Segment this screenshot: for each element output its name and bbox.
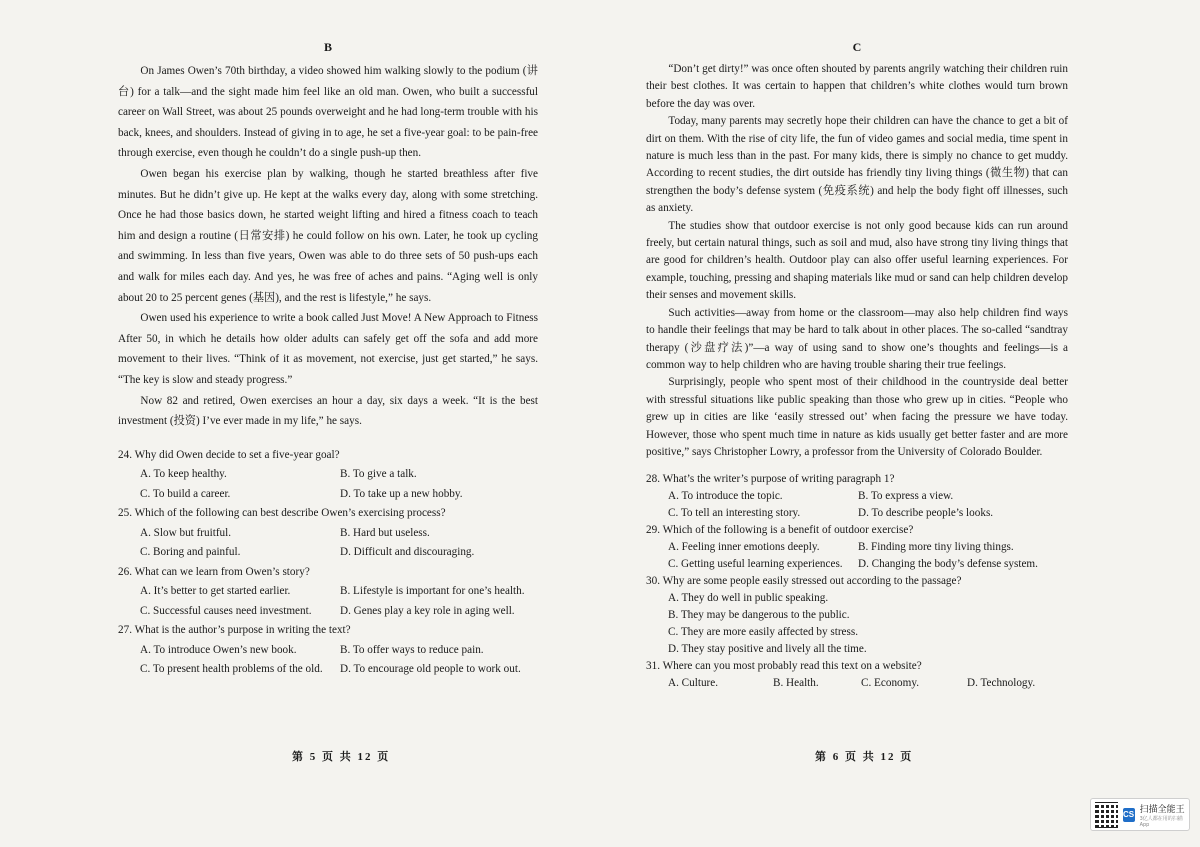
question-text: 30. Why are some people easily stressed out according to the passage? [646,575,962,588]
option-a: A. They do well in public speaking. [668,592,829,605]
question-29 [646,522,1068,573]
passage-paragraph: Owen used his experience to write a book called Just Move! A New Approach to Fitness After 50, in which he details how older adults can safely get off the sofa and add more movement to their lives. “Think of it as movement, not exercise, just get started,” he says. “The key is slow and steady progress.” [118,312,538,386]
option-d: D. Genes play a key role in aging well. [340,604,515,617]
question-31 [646,658,1068,692]
question-text: 25. Which of the following can best describe Owen’s exercising process? [118,507,446,520]
question-text: 28. What’s the writer’s purpose of writing paragraph 1? [646,473,895,486]
option-c: C. They are more easily affected by stress. [668,626,859,639]
question-text: 27. What is the author’s purpose in writing the text? [118,624,351,637]
option-a: A. Slow but fruitful. [140,526,232,539]
option-d: D. Changing the body’s defense system. [858,558,1038,571]
qr-code-icon [1095,802,1118,828]
option-c: C. Getting useful learning experiences. [668,558,843,571]
question-text: 29. Which of the following is a benefit of outdoor exercise? [646,524,914,537]
option-b: B. To express a view. [858,490,954,503]
page-number-right: 第 6 页 共 12 页 [815,751,914,763]
option-c: C. To tell an interesting story. [668,507,801,520]
question-26 [118,563,538,622]
option-d: D. Technology. [967,677,1036,690]
question-30 [646,573,1068,658]
option-c: C. To build a career. [140,487,231,500]
option-a: A. It’s better to get started earlier. [140,585,291,598]
camscanner-logo: CS [1123,808,1135,822]
passage-paragraph: Owen began his exercise plan by walking, though he started breathless after five minutes. But he didn’t give up. He kept at the walks every day, along with some stretching. Once he had those basics down, he started weight lifting and hired a fitness coach to teach him and design a routine (日常安排) he could follow on his own. Later, he took up cycling and swimming. In less than five years, Owen was able to do three sets of 50 push-ups each and walk for miles each day. And yes, he was free of aches and pains. “Aging well is only about 20 to 25 percent genes (基因), and the rest is lifestyle,” he says. [118,167,538,304]
option-d: D. Difficult and discouraging. [340,546,475,559]
question-text: 31. Where can you most probably read this text on a website? [646,660,922,673]
option-b: B. To give a talk. [340,468,417,481]
option-b: B. To offer ways to reduce pain. [340,643,484,656]
option-b: B. Finding more tiny living things. [858,541,1014,554]
camscanner-badge [1090,798,1190,831]
option-c: C. To present health problems of the old. [140,663,323,676]
option-a: A. To keep healthy. [140,468,227,481]
option-c: C. Economy. [861,677,920,690]
question-25 [118,504,538,563]
question-27 [118,621,538,680]
option-d: D. To take up a new hobby. [340,487,463,500]
section-title-b: B [323,40,332,54]
option-a: A. To introduce the topic. [668,490,783,503]
passage-paragraph: On James Owen’s 70th birthday, a video showed him walking slowly to the podium (讲台) for a talk—and the sight made him feel like an old man. Owen, who built a successful career on Wall Street, was about 25 pounds overweight and he had long-term trouble with his back, knees, and shoulders. Instead of giving in to age, he set a five-year goal: to be pain-free through exercise, even though he couldn’t do a single push-up then. [118,65,538,160]
passage-paragraph: Surprisingly, people who spent most of their childhood in the countryside deal better with stressful situations like public speaking than those who grew up in cities. “People who grew up in cities are like ‘easily stressed out’ when facing the pressure we have today. However, those who spent much time in nature as kids usually get better faster and are more positive,” says Christopher Lowry, a professor from the University of Colorado Boulder. [646,376,1068,458]
option-b: B. They may be dangerous to the public. [668,609,850,622]
option-d: D. To describe people’s looks. [858,507,994,520]
option-a: A. Culture. [668,677,719,690]
option-d: D. They stay positive and lively all the time. [668,643,867,656]
option-b: B. Lifestyle is important for one’s health. [340,585,525,598]
option-c: C. Boring and painful. [140,546,241,559]
question-24 [118,446,538,505]
passage-paragraph: Such activities—away from home or the classroom—may also help children find ways to handle their feelings that may be hard to talk about in other places. The so-called “sandtray therapy (沙盘疗法)”—a way of using sand to show one’s thoughts and feelings—is a common way to help children who are having trouble sharing their true feelings. [646,306,1068,371]
option-d: D. To encourage old people to work out. [340,663,521,676]
option-c: C. Successful causes need investment. [140,604,312,617]
right-page [600,0,1200,847]
section-title-c: C [852,40,862,54]
badge-app-name: 扫描全能王 [1139,804,1185,815]
passage-paragraph: Today, many parents may secretly hope their children can have the chance to get a bit of dirt on them. With the rise of city life, the fun of video games and social media, time spent in nature is much less than in the past. For many kids, there is simply no chance to get muddy. According to recent studies, the dirt outside has friendly tiny living things (微生物) that can strengthen the body’s defense system (免疫系统) and help the body fight off illnesses, such as anxiety. [646,115,1068,215]
passage-paragraph: “Don’t get dirty!” was once often shouted by parents angrily watching their children ruin their best clothes. It was certain to happen that children’s white clothes would turn brown before the day was over. [646,63,1068,110]
option-b: B. Health. [773,677,819,690]
passage-paragraph: Now 82 and retired, Owen exercises an hour a day, six days a week. “It is the best investment (投资) I’ve ever made in my life,” he says. [118,394,538,428]
page-number-left: 第 5 页 共 12 页 [292,751,391,763]
option-b: B. Hard but useless. [340,526,430,539]
badge-tagline: 3亿人都在用的扫描App [1139,815,1183,828]
option-a: A. Feeling inner emotions deeply. [668,541,820,554]
passage-paragraph: The studies show that outdoor exercise is not only good because kids can run around freely, but certain natural things, such as soil and mud, also have strong tiny living things that are good for children’s health. Outdoor play can also offer useful learning experiences. For example, touching, pressing and shaping materials like mud or sand can help children develop their senses and movement skills. [646,219,1068,302]
question-text: 24. Why did Owen decide to set a five-year goal? [118,448,340,461]
question-text: 26. What can we learn from Owen’s story? [118,565,310,578]
question-28 [646,471,1068,522]
option-a: A. To introduce Owen’s new book. [140,643,297,656]
